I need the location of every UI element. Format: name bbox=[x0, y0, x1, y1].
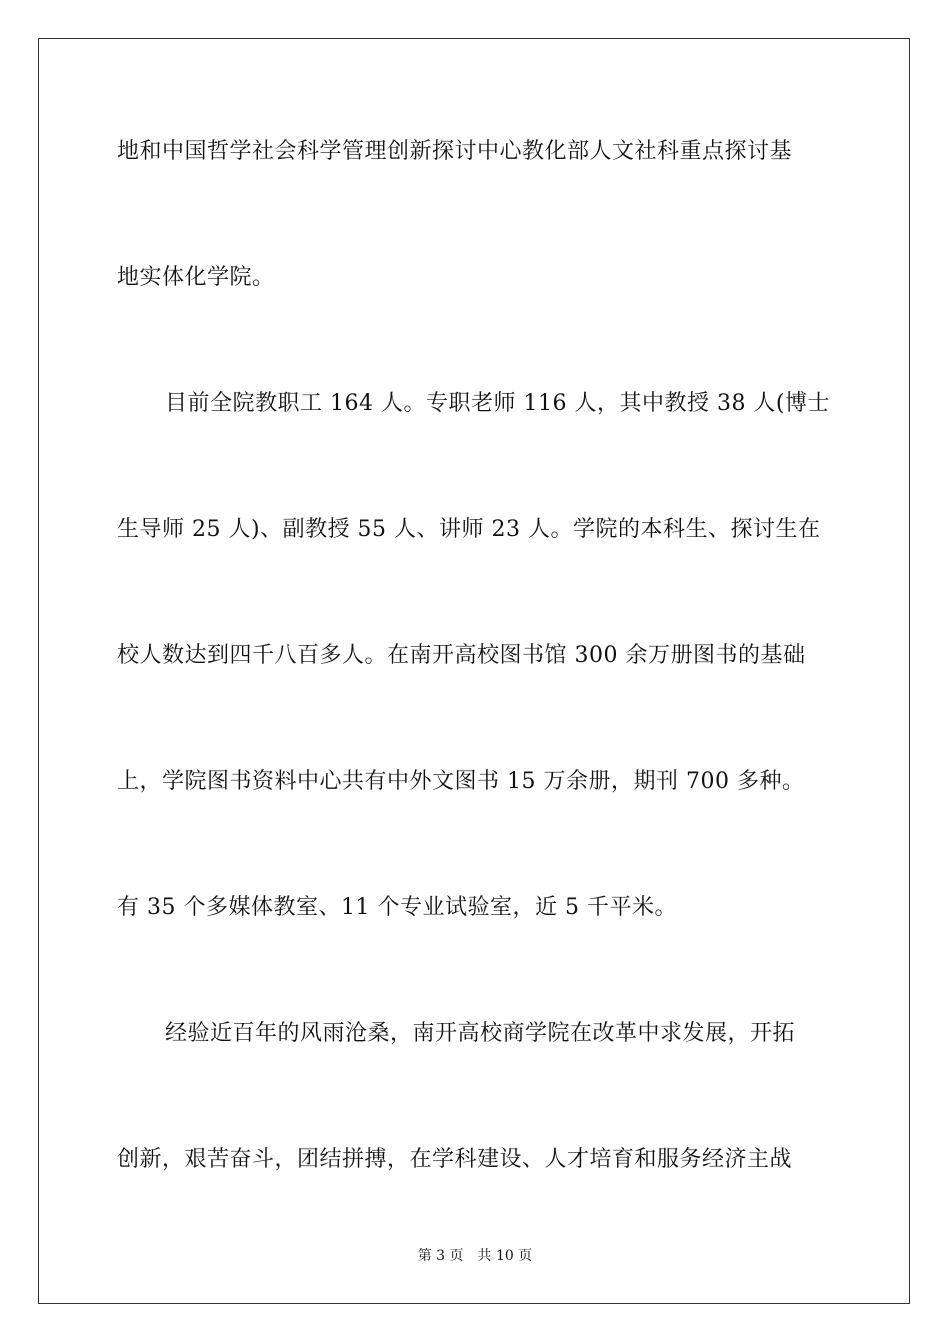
body-text-line: 有 35 个多媒体教室、11 个专业试验室，近 5 千平米。 bbox=[117, 895, 677, 920]
paragraph-first-line: 经验近百年的风雨沧桑，南开高校商学院在改革中求发展，开拓 bbox=[165, 1021, 796, 1046]
body-text-line: 创新，艰苦奋斗，团结拼搏，在学科建设、人才培育和服务经济主战 bbox=[117, 1147, 793, 1172]
total-pages: 共 10 页 bbox=[477, 1248, 533, 1264]
page-number: 第 3 页 bbox=[417, 1248, 464, 1264]
page-border bbox=[38, 38, 910, 1304]
body-text-line: 地和中国哲学社会科学管理创新探讨中心教化部人文社科重点探讨基 bbox=[117, 139, 793, 164]
body-text-line: 校人数达到四千八百多人。在南开高校图书馆 300 余万册图书的基础 bbox=[117, 643, 806, 668]
body-text-line: 地实体化学院。 bbox=[117, 265, 275, 290]
body-text-line: 上，学院图书资料中心共有中外文图书 15 万余册，期刊 700 多种。 bbox=[117, 769, 805, 794]
page-footer bbox=[0, 1247, 950, 1265]
body-text-line: 生导师 25 人)、副教授 55 人、讲师 23 人。学院的本科生、探讨生在 bbox=[117, 517, 821, 542]
paragraph-first-line: 目前全院教职工 164 人。专职老师 116 人，其中教授 38 人(博士 bbox=[165, 391, 831, 416]
